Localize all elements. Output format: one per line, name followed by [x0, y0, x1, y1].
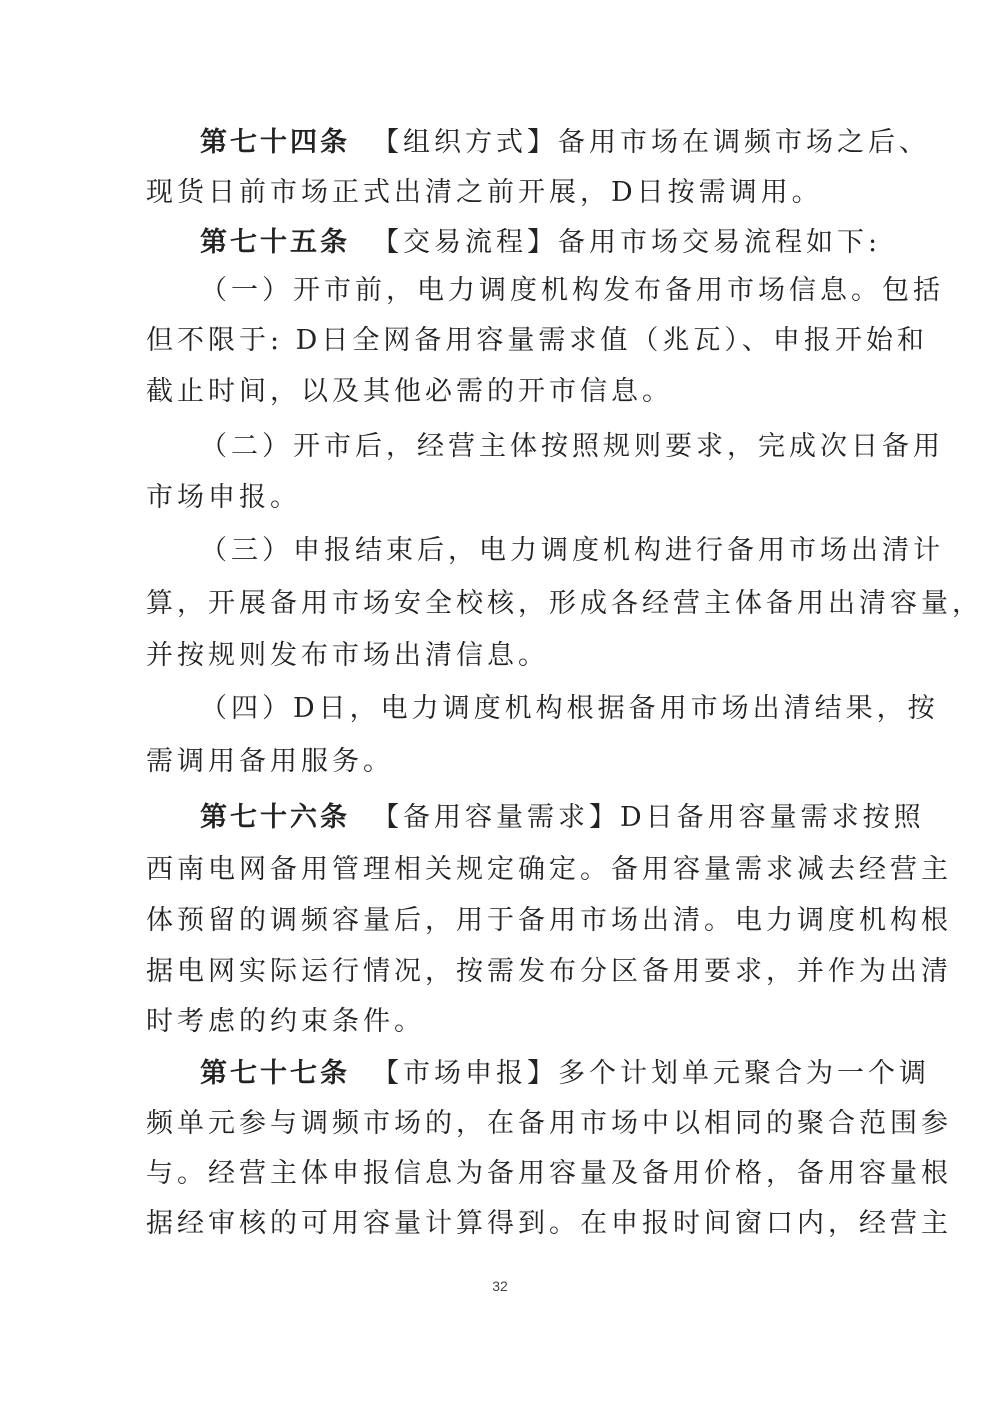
article-77-number: 第七十七条: [200, 1058, 350, 1089]
article-76-line-1: 第七十六条 【备用容量需求】D日备用容量需求按照: [200, 802, 925, 833]
article-76-line-3: 体预留的调频容量后，用于备用市场出清。电力调度机构根: [146, 905, 952, 936]
article-75-number: 第七十五条: [200, 227, 350, 258]
article-76-line-4: 据电网实际运行情况，按需发布分区备用要求，并作为出清: [146, 956, 952, 987]
page-number: 32: [492, 1278, 508, 1294]
article-75-item-1-line-2: 但不限于: D日全网备用容量需求值（兆瓦）、申报开始和: [146, 325, 928, 356]
article-75-item-3-line-1: （三）申报结束后，电力调度机构进行备用市场出清计: [200, 535, 944, 566]
article-74-number: 第七十四条: [200, 127, 350, 158]
article-77-line-3: 与。经营主体申报信息为备用容量及备用价格，备用容量根: [146, 1158, 952, 1189]
article-75-line-1: 第七十五条 【交易流程】备用市场交易流程如下:: [200, 227, 882, 258]
article-76-line-2: 西南电网备用管理相关规定确定。备用容量需求减去经营主: [146, 854, 952, 885]
article-77-line-4: 据经审核的可用容量计算得到。在申报时间窗口内，经营主: [146, 1208, 952, 1239]
article-75-item-3-line-2: 算，开展备用市场安全校核，形成各经营主体备用出清容量，: [146, 588, 983, 619]
article-75-item-3-line-3: 并按规则发布市场出清信息。: [146, 640, 549, 671]
article-74-line-2: 现货日前市场正式出清之前开展，D日按需调用。: [146, 177, 823, 208]
article-75-item-2-line-2: 市场申报。: [146, 482, 301, 513]
article-77-line-2: 频单元参与调频市场的，在备用市场中以相同的聚合范围参: [146, 1108, 952, 1139]
article-75-item-2-line-1: （二）开市后，经营主体按照规则要求，完成次日备用: [200, 431, 944, 462]
article-75-item-4-line-1: （四）D日，电力调度机构根据备用市场出清结果，按: [200, 693, 939, 724]
article-76-number: 第七十六条: [200, 802, 350, 833]
article-77-line-1: 第七十七条 【市场申报】多个计划单元聚合为一个调: [200, 1058, 930, 1089]
article-75-item-1-line-3: 截止时间，以及其他必需的开市信息。: [146, 376, 673, 407]
article-75-item-4-line-2: 需调用备用服务。: [146, 746, 394, 777]
article-75-item-1-line-1: （一）开市前，电力调度机构发布备用市场信息。包括: [200, 275, 944, 306]
article-76-line-5: 时考虑的约束条件。: [146, 1006, 425, 1037]
article-74-line-1: 第七十四条 【组织方式】备用市场在调频市场之后、: [200, 127, 930, 158]
